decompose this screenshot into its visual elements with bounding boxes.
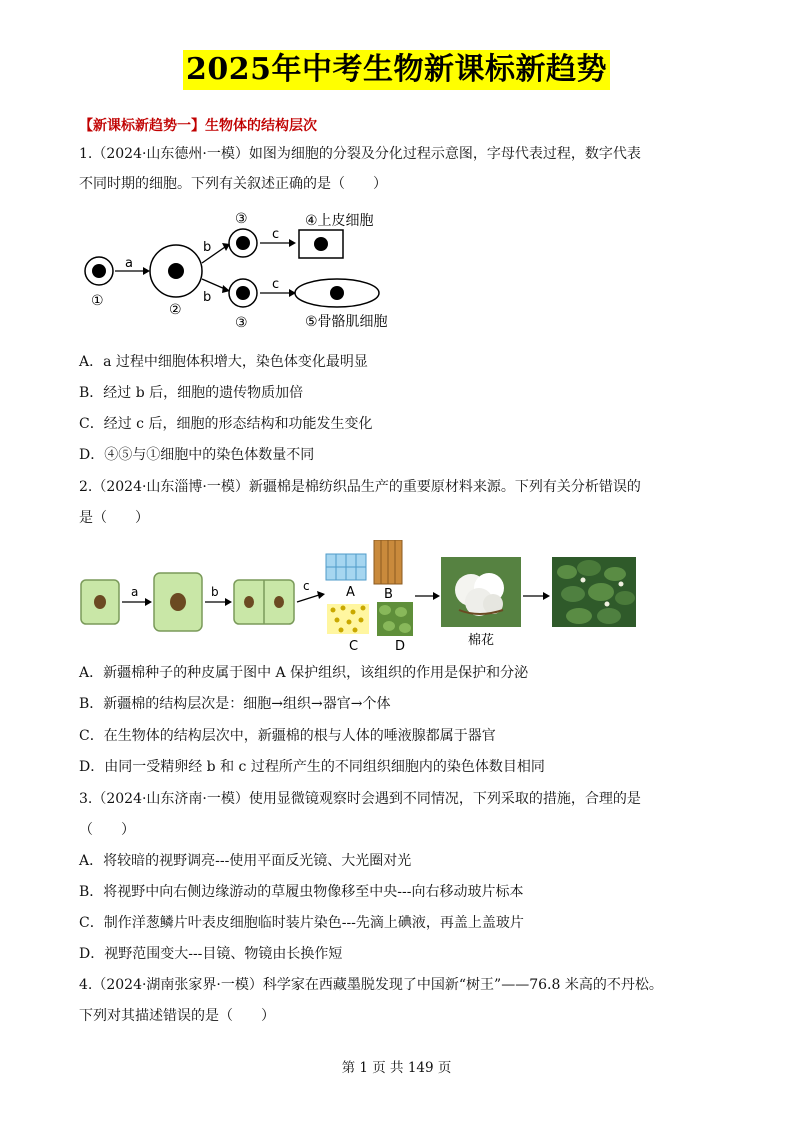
q1-option-d: D．④⑤与①细胞中的染色体数量不同	[79, 447, 315, 463]
q3-option-a: A．将较暗的视野调亮---使用平面反光镜、大光圈对光	[79, 853, 412, 869]
q3-option-c: C．制作洋葱鳞片叶表皮细胞临时装片染色---先滴上碘液，再盖上盖玻片	[79, 915, 524, 931]
label-c-upper: c	[272, 227, 280, 242]
label-cotton: 棉花	[468, 633, 495, 648]
q4-stem-line1: 4.（2024·湖南张家界·一模）科学家在西藏墨脱发现了中国新“树王”——76.8 米高的不丹松。	[79, 977, 663, 993]
page-title: 2025年中考生物新课标新趋势	[183, 50, 610, 90]
q1-cell-division-figure	[79, 205, 419, 335]
q2-cotton-figure	[79, 540, 639, 655]
label-a: a	[125, 256, 133, 271]
q4-stem-line2: 下列对其描述错误的是（ ）	[79, 1008, 275, 1024]
q2-option-d: D．由同一受精卵经 b 和 c 过程所产生的不同组织细胞内的染色体数目相同	[79, 759, 545, 775]
label-D: D	[395, 639, 406, 654]
q3-stem-line2: （ ）	[79, 822, 135, 838]
q1-option-b: B．经过 b 后，细胞的遗传物质加倍	[79, 385, 304, 401]
label-c: c	[303, 579, 310, 593]
page-footer: 第 1 页 共 149 页	[341, 1060, 452, 1076]
cotton-boll-photo	[441, 557, 521, 627]
label-2: ②	[169, 302, 182, 318]
label-b-upper: b	[203, 240, 212, 255]
label-C: C	[349, 639, 359, 654]
q2-stem-line1: 2.（2024·山东淄博·一模）新疆棉是棉纺织品生产的重要原材料来源。下列有关分析错误的	[79, 479, 641, 495]
label-b: b	[211, 585, 219, 599]
label-3-lower: ③	[235, 315, 248, 331]
tissue-a	[326, 554, 366, 580]
label-c-lower: c	[272, 277, 280, 292]
q3-stem-line1: 3.（2024·山东济南·一模）使用显微镜观察时会遇到不同情况，下列采取的措施，合理的是	[79, 791, 641, 807]
label-4: ④上皮细胞	[305, 213, 374, 229]
q3-option-b: B．将视野中向右侧边缘游动的草履虫物像移至中央---向右移动玻片标本	[79, 884, 524, 900]
q1-option-a: A．a 过程中细胞体积增大，染色体变化最明显	[79, 354, 368, 370]
label-a: a	[131, 585, 139, 599]
q1-option-c: C．经过 c 后，细胞的形态结构和功能发生变化	[79, 416, 373, 432]
tissue-b	[374, 540, 402, 584]
q2-option-a: A．新疆棉种子的种皮属于图中 A 保护组织，该组织的作用是保护和分泌	[79, 665, 529, 681]
label-A: A	[346, 585, 355, 600]
q3-option-d: D．视野范围变大---目镜、物镜由长换作短	[79, 946, 343, 962]
label-3-upper: ③	[235, 211, 248, 227]
tissue-d	[377, 602, 413, 636]
tissue-c	[327, 604, 369, 634]
cell-2-nucleus	[168, 263, 184, 279]
q2-stem-line2: 是（ ）	[79, 510, 149, 526]
section-heading: 【新课标新趋势一】生物体的结构层次	[79, 118, 317, 134]
cell-1-nucleus	[92, 264, 106, 278]
q2-option-c: C．在生物体的结构层次中，新疆棉的根与人体的唾液腺都属于器官	[79, 728, 496, 744]
q1-stem-line1: 1.（2024·山东德州·一模）如图为细胞的分裂及分化过程示意图，字母代表过程，数字代表	[79, 146, 641, 162]
title-container	[0, 50, 793, 90]
label-1: ①	[91, 293, 104, 309]
q1-stem-line2: 不同时期的细胞。下列有关叙述正确的是（ ）	[79, 176, 387, 192]
label-B: B	[384, 587, 393, 602]
cotton-field-photo	[552, 557, 636, 627]
label-5: ⑤骨骼肌细胞	[305, 314, 388, 330]
q2-option-b: B．新疆棉的结构层次是：细胞→组织→器官→个体	[79, 696, 391, 712]
label-b-lower: b	[203, 290, 212, 305]
